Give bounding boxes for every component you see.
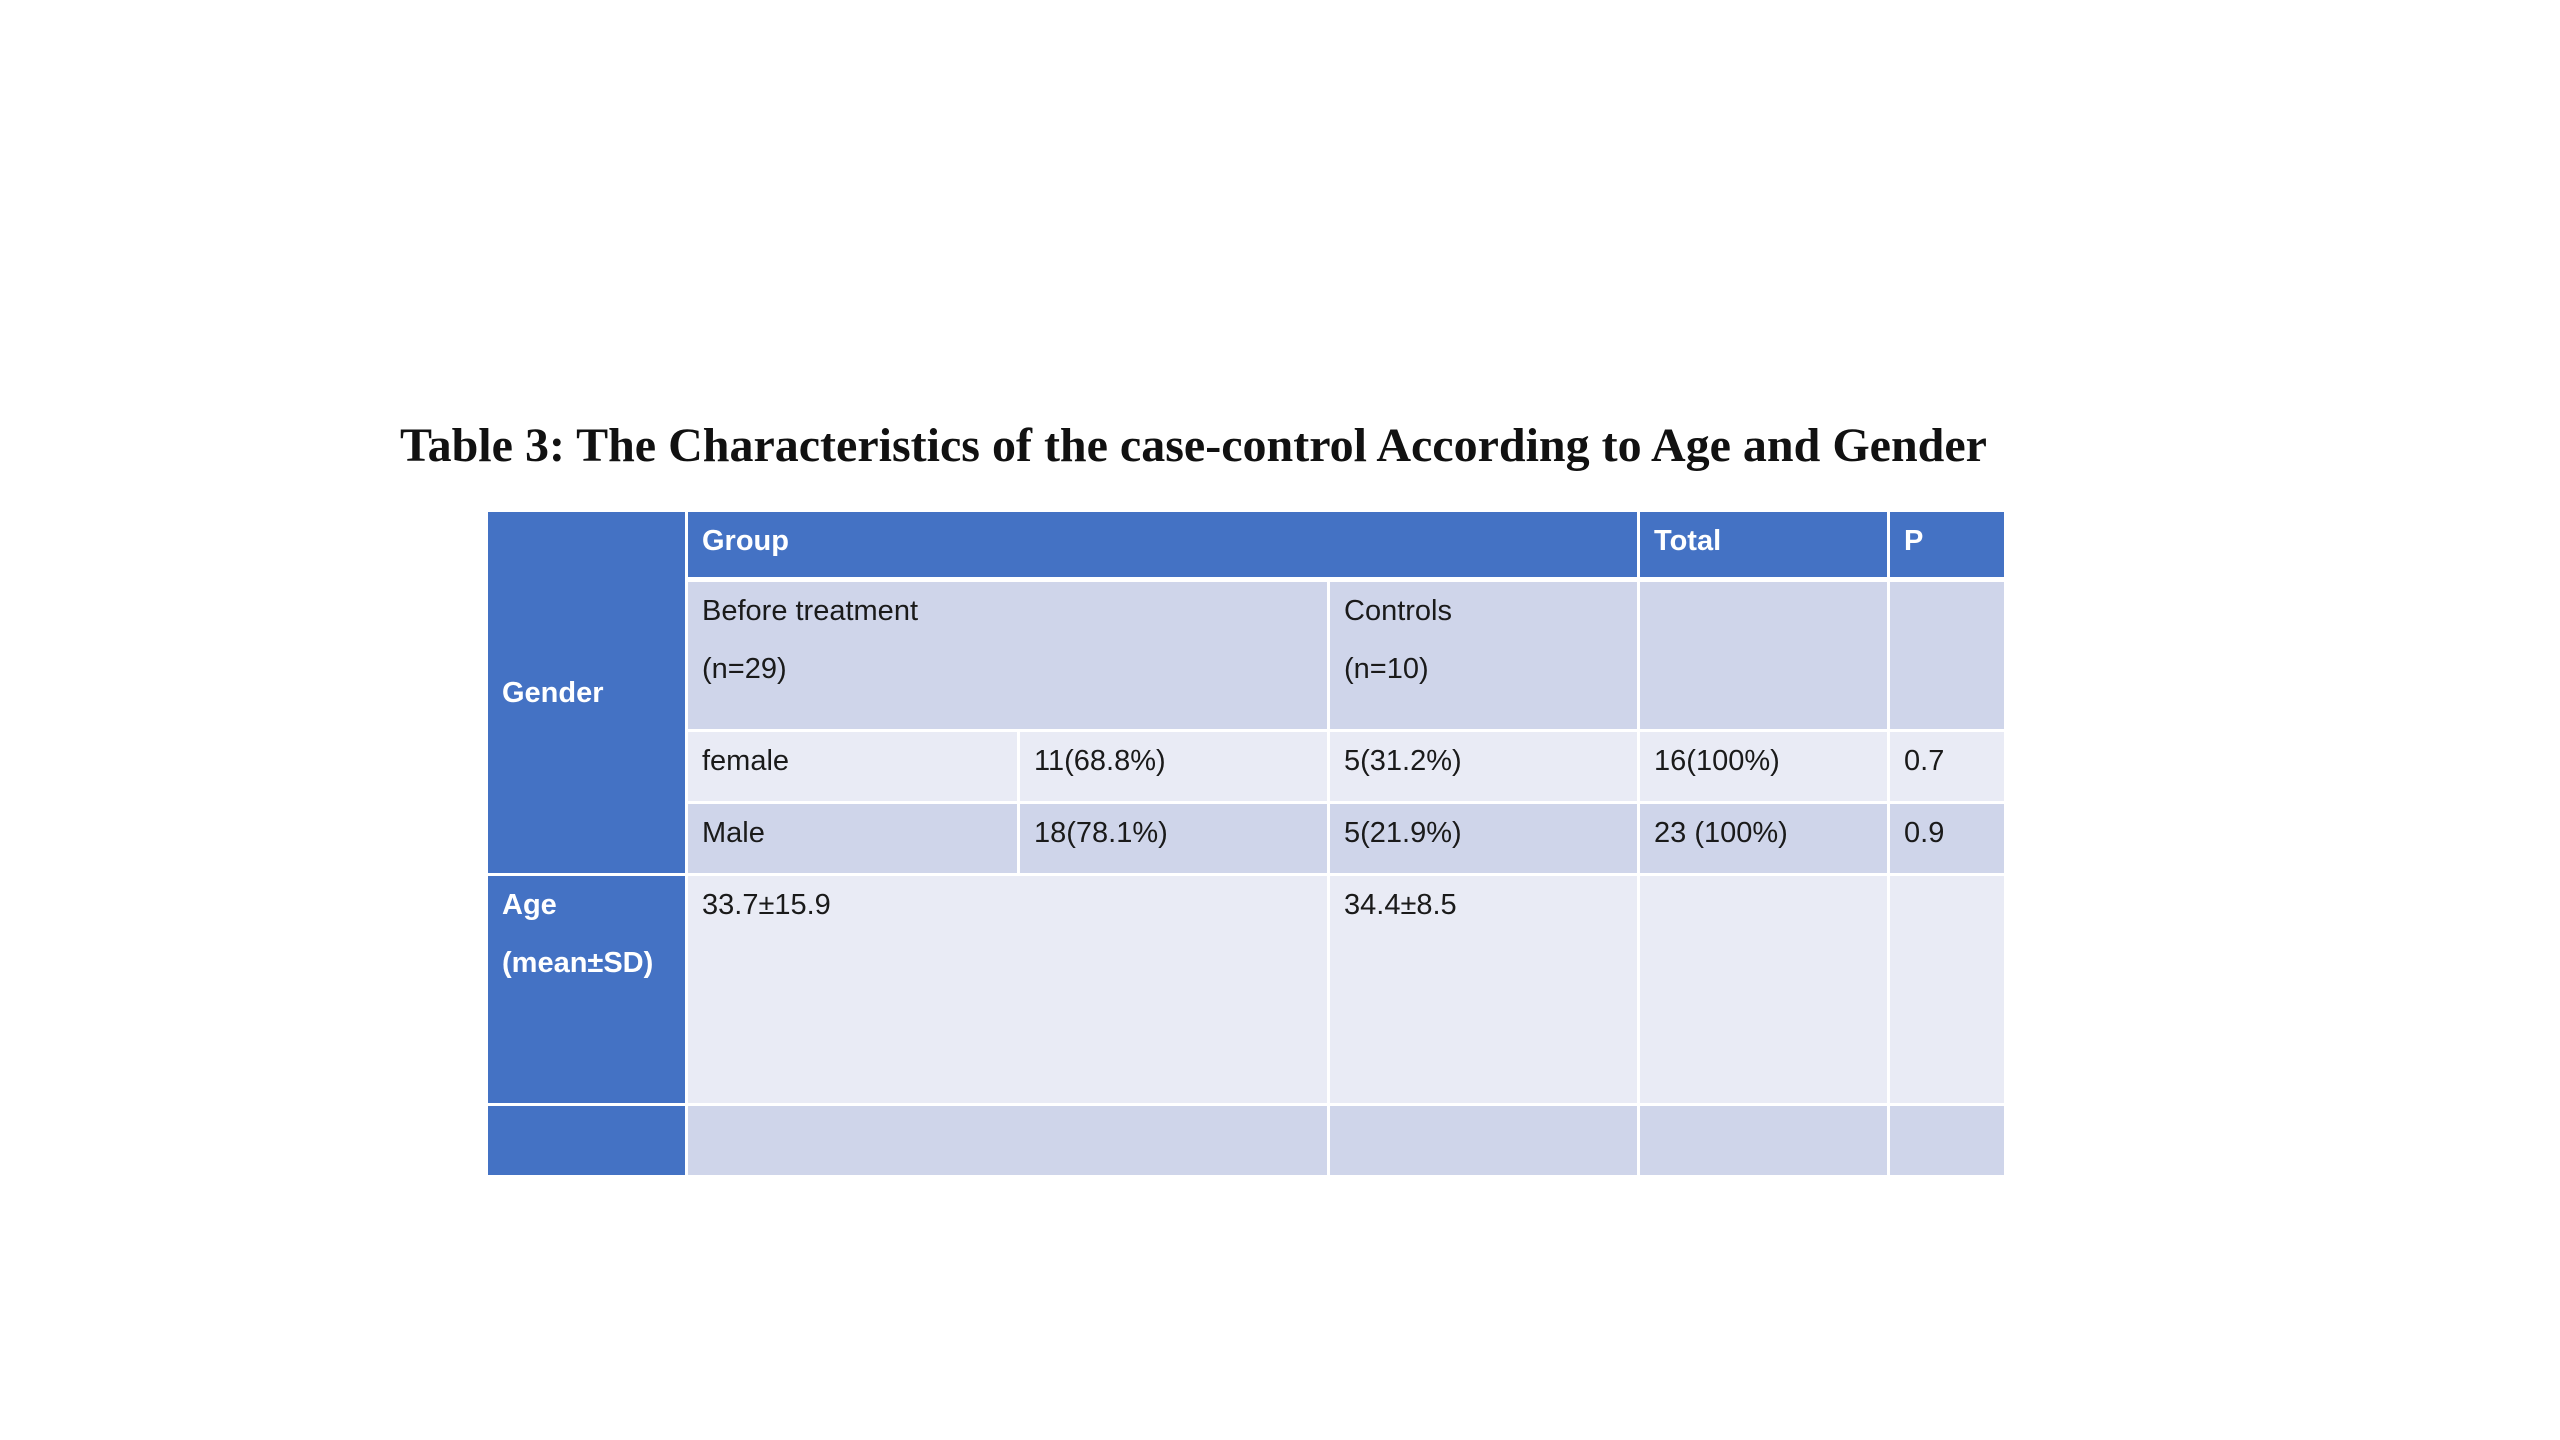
- total-value: 16(100%): [1640, 732, 1890, 804]
- before-treatment-label: Before treatment: [702, 595, 918, 627]
- before-treatment-n: (n=29): [702, 653, 787, 685]
- before-treatment-header: [688, 582, 1330, 732]
- p-header: P: [1890, 512, 2004, 582]
- header-row: [488, 512, 2004, 582]
- controls-label: Controls: [1344, 595, 1452, 627]
- row-label: Male: [688, 804, 1020, 876]
- blank-cell: [1640, 1106, 1890, 1178]
- controls-value: 5(21.9%): [1330, 804, 1640, 876]
- gender-row-label: Gender: [488, 512, 688, 876]
- row-label: female: [688, 732, 1020, 804]
- total-subheader-empty: [1640, 582, 1890, 732]
- age-row-label: Age (mean±SD): [488, 876, 688, 1106]
- subheader-row: [488, 582, 2004, 732]
- controls-n: (n=10): [1344, 653, 1429, 685]
- blank-row-label: [488, 1106, 688, 1178]
- age-controls-value: 34.4±8.5: [1330, 876, 1640, 1106]
- blank-cell: [1890, 1106, 2004, 1178]
- blank-row: [488, 1106, 2004, 1178]
- characteristics-table: [488, 512, 2004, 1178]
- controls-header: [1330, 582, 1640, 732]
- blank-cell: [1330, 1106, 1640, 1178]
- age-before-value: 33.7±15.9: [688, 876, 1330, 1106]
- group-header: Group: [688, 512, 1640, 582]
- p-subheader-empty: [1890, 582, 2004, 732]
- p-value: 0.9: [1890, 804, 2004, 876]
- before-value: 11(68.8%): [1020, 732, 1330, 804]
- total-header: Total: [1640, 512, 1890, 582]
- table-title: Table 3: The Characteristics of the case-control According to Age and Gender: [400, 419, 1987, 472]
- before-value: 18(78.1%): [1020, 804, 1330, 876]
- total-value: 23 (100%): [1640, 804, 1890, 876]
- age-total-empty: [1640, 876, 1890, 1106]
- p-value: 0.7: [1890, 732, 2004, 804]
- controls-value: 5(31.2%): [1330, 732, 1640, 804]
- age-p-empty: [1890, 876, 2004, 1106]
- age-row: [488, 876, 2004, 1106]
- table-row: [488, 804, 2004, 876]
- table-row: [488, 732, 2004, 804]
- blank-cell: [688, 1106, 1330, 1178]
